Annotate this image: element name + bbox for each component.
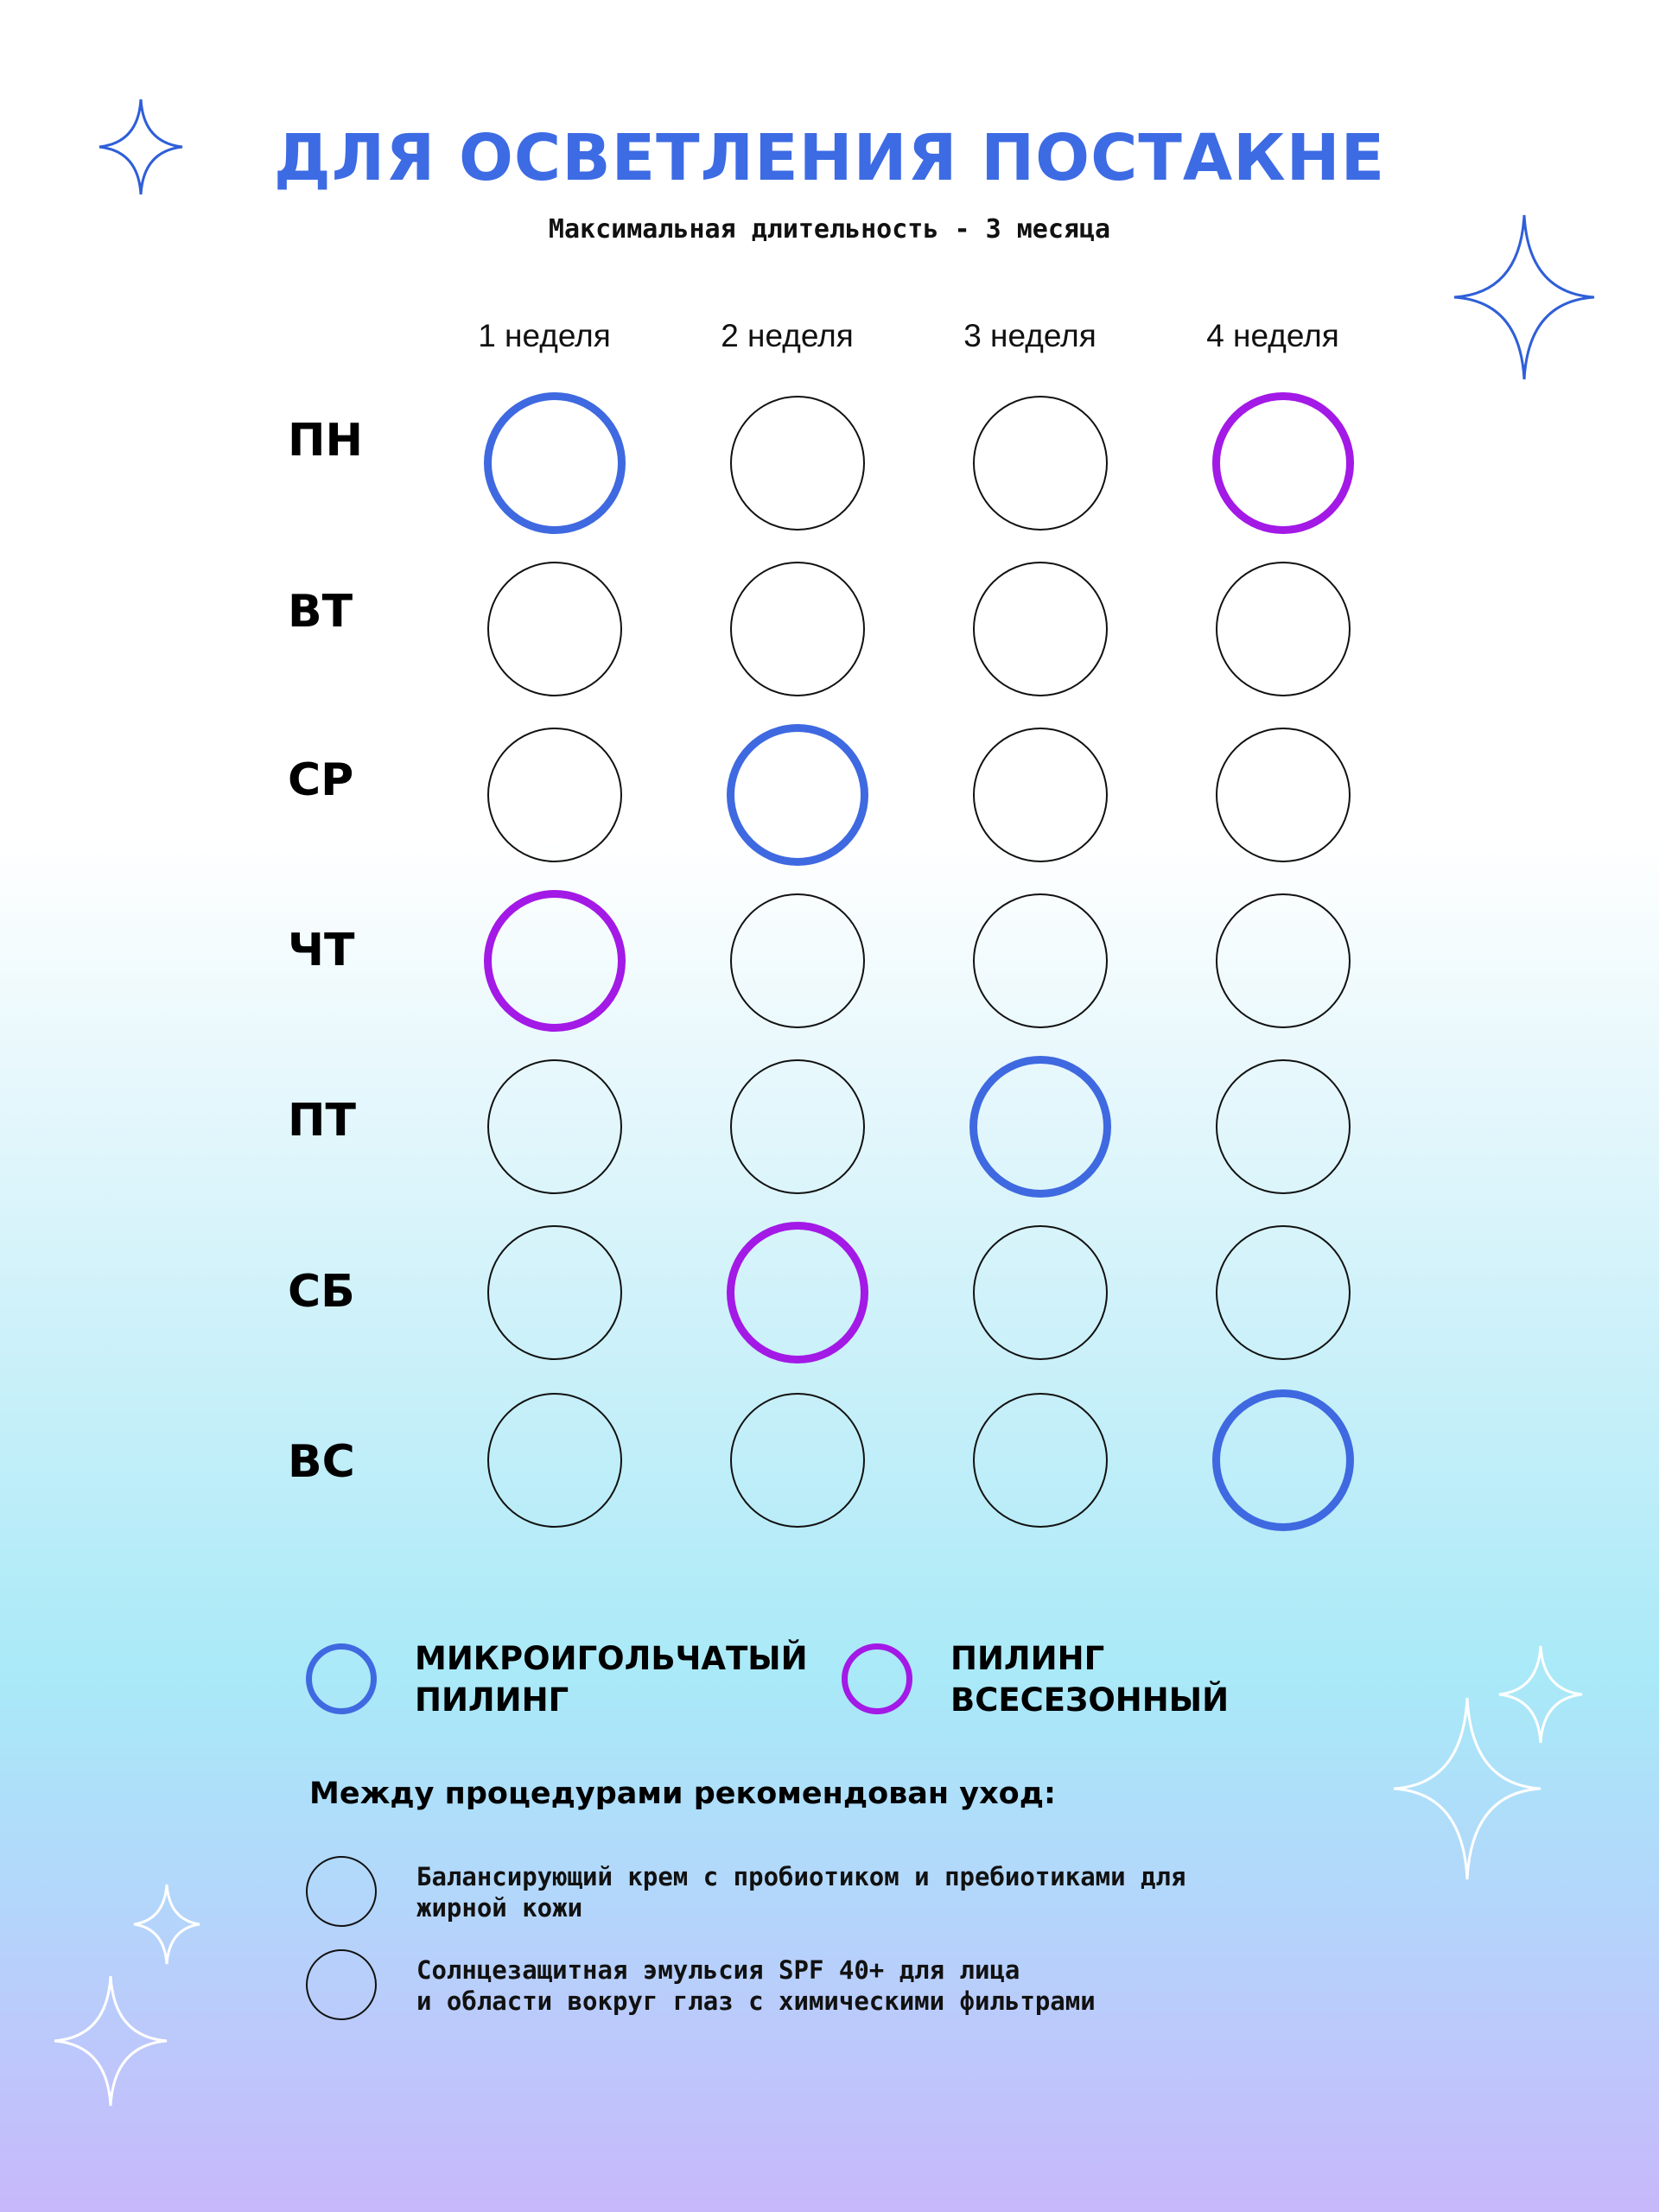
schedule-cell-ВС-week1[interactable]: [487, 1393, 622, 1528]
schedule-cell-ПТ-week2[interactable]: [730, 1059, 865, 1194]
day-label-sat: СБ: [288, 1266, 355, 1318]
schedule-cell-ЧТ-week1[interactable]: [484, 890, 626, 1032]
day-label-sun: ВС: [288, 1436, 355, 1488]
week-header-3: 3 неделя: [963, 318, 1096, 353]
schedule-cell-ВТ-week1[interactable]: [487, 562, 622, 696]
day-label-mon: ПН: [288, 415, 364, 467]
schedule-cell-ПН-week1[interactable]: [484, 392, 626, 534]
day-label-thu: ЧТ: [288, 925, 355, 976]
schedule-cell-СБ-week4[interactable]: [1216, 1225, 1351, 1360]
day-label-wed: СР: [288, 754, 354, 806]
day-label-fri: ПТ: [288, 1095, 356, 1147]
sparkle-icon-right-large: [1389, 1694, 1545, 1884]
schedule-cell-ВТ-week4[interactable]: [1216, 562, 1351, 696]
care-item-2: Солнцезащитная эмульсия SPF 40+ для лица и области вокруг глаз с химическими фильтрами: [416, 1955, 1096, 2016]
sparkle-icon-left-large: [50, 1972, 171, 2110]
schedule-cell-СБ-week2[interactable]: [727, 1222, 868, 1363]
page-title: ДЛЯ ОСВЕТЛЕНИЯ ПОСТАКНЕ: [273, 121, 1386, 195]
schedule-cell-СБ-week1[interactable]: [487, 1225, 622, 1360]
page-subtitle: Максимальная длительность - 3 месяца: [548, 214, 1111, 245]
legend-blue-circle-icon: [306, 1643, 377, 1714]
schedule-cell-ВТ-week2[interactable]: [730, 562, 865, 696]
schedule-cell-ЧТ-week2[interactable]: [730, 893, 865, 1028]
care-heading: Между процедурами рекомендован уход:: [309, 1777, 1056, 1811]
week-header-2: 2 неделя: [721, 318, 854, 353]
schedule-cell-ЧТ-week4[interactable]: [1216, 893, 1351, 1028]
schedule-cell-ПТ-week4[interactable]: [1216, 1059, 1351, 1194]
schedule-cell-ПН-week4[interactable]: [1212, 392, 1354, 534]
day-label-tue: ВТ: [288, 586, 353, 638]
schedule-cell-ВС-week4[interactable]: [1212, 1389, 1354, 1531]
schedule-cell-СР-week4[interactable]: [1216, 728, 1351, 862]
schedule-cell-СР-week1[interactable]: [487, 728, 622, 862]
schedule-cell-ВТ-week3[interactable]: [973, 562, 1108, 696]
schedule-cell-ВС-week3[interactable]: [973, 1393, 1108, 1528]
schedule-cell-ВС-week2[interactable]: [730, 1393, 865, 1528]
schedule-cell-ЧТ-week3[interactable]: [973, 893, 1108, 1028]
week-header-1: 1 неделя: [478, 318, 611, 353]
schedule-cell-СБ-week3[interactable]: [973, 1225, 1108, 1360]
sparkle-icon-left-small: [130, 1880, 204, 1968]
care-item-1: Балансирующий крем с пробиотиком и пребиотиками для жирной кожи: [416, 1862, 1186, 1923]
care-checkbox-2[interactable]: [306, 1949, 377, 2020]
schedule-cell-ПН-week3[interactable]: [973, 396, 1108, 531]
schedule-cell-ПТ-week1[interactable]: [487, 1059, 622, 1194]
schedule-cell-ПТ-week3[interactable]: [969, 1056, 1111, 1198]
schedule-cell-ПН-week2[interactable]: [730, 396, 865, 531]
legend-purple-label: ПИЛИНГ ВСЕСЕЗОННЫЙ: [950, 1640, 1230, 1719]
care-checkbox-1[interactable]: [306, 1856, 377, 1927]
schedule-cell-СР-week2[interactable]: [727, 724, 868, 866]
legend-blue-label: МИКРОИГОЛЬЧАТЫЙ ПИЛИНГ: [415, 1640, 808, 1719]
schedule-cell-СР-week3[interactable]: [973, 728, 1108, 862]
week-header-4: 4 неделя: [1206, 318, 1339, 353]
legend-purple-circle-icon: [842, 1643, 912, 1714]
